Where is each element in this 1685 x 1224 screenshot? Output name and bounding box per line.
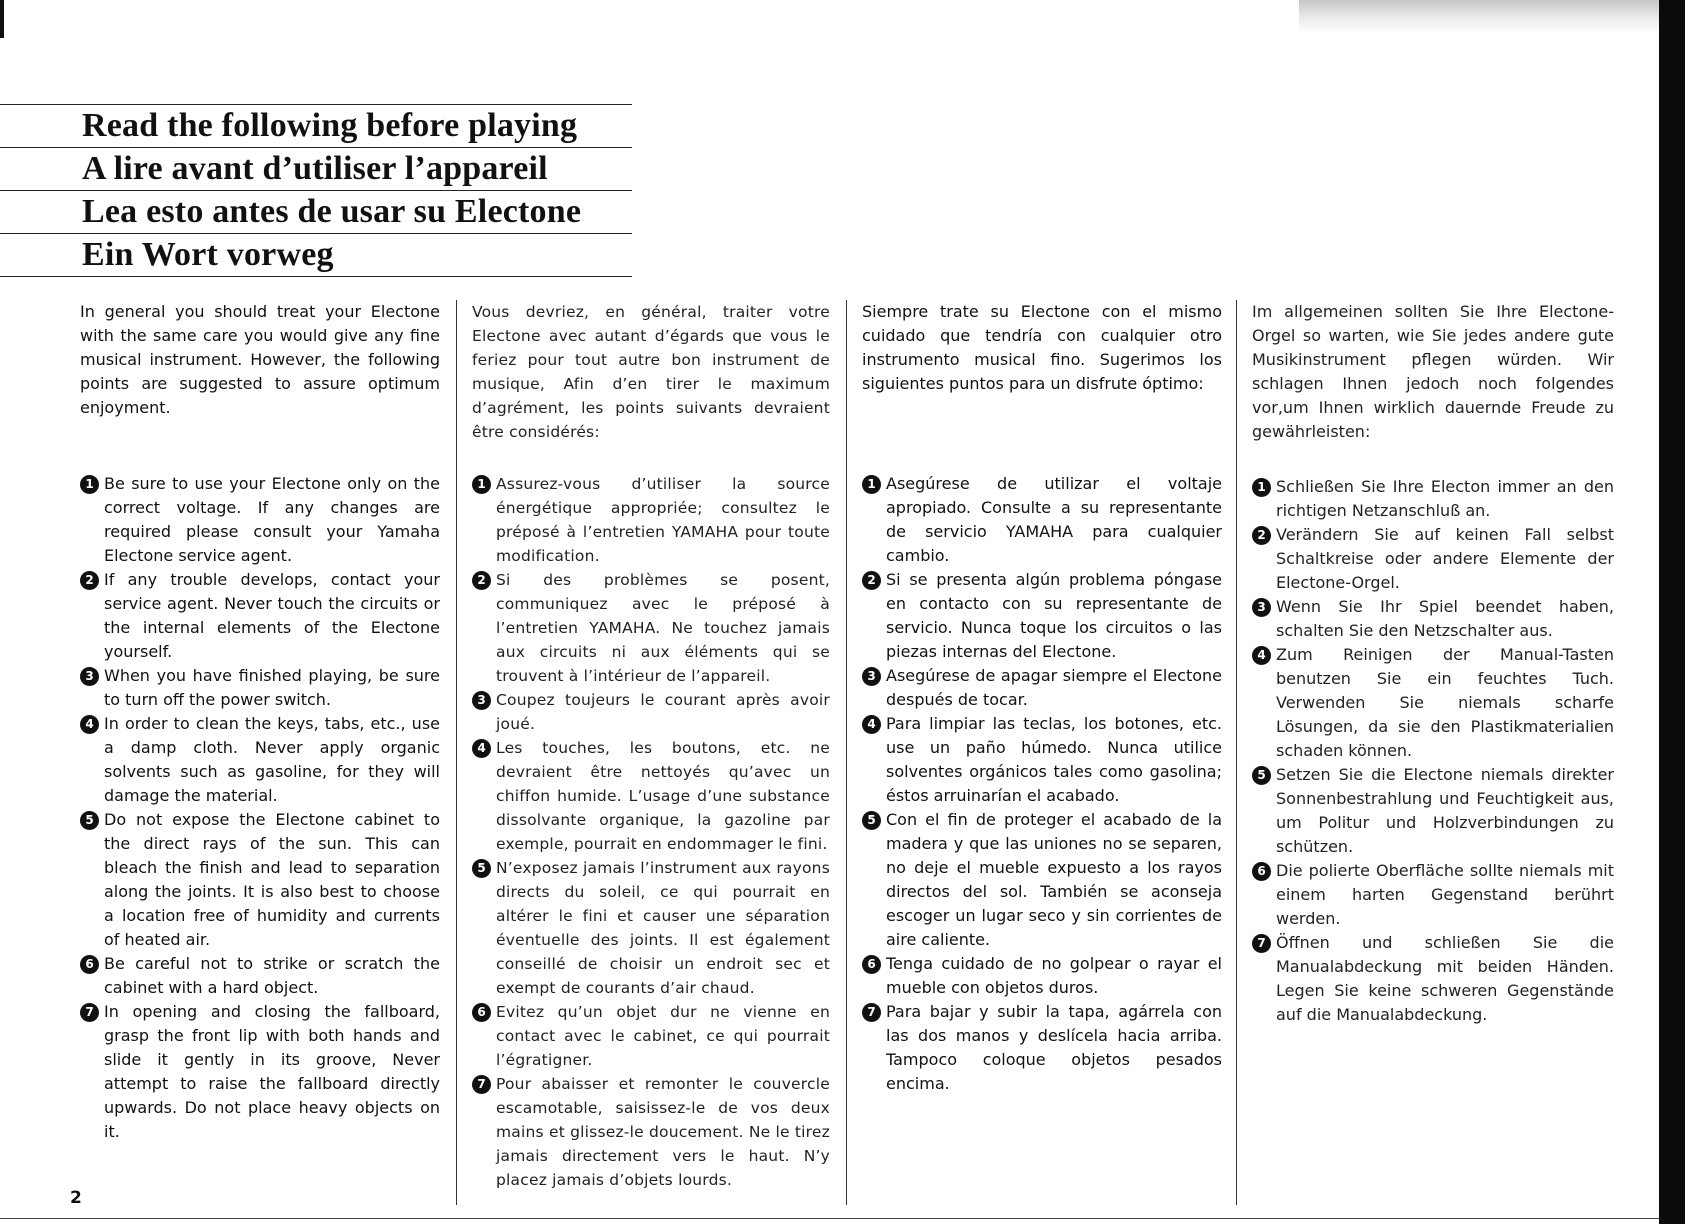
list-item bbox=[80, 472, 440, 568]
item-list-french bbox=[472, 472, 830, 1192]
item-list-german bbox=[1252, 475, 1614, 1027]
number-4-icon: 4 bbox=[472, 739, 491, 758]
item-text: Schließen Sie Ihre Electon immer an den richtigen Netzanschluß an. bbox=[1276, 477, 1614, 520]
list-item bbox=[472, 568, 830, 688]
number-7-icon: 7 bbox=[472, 1075, 491, 1094]
item-text: When you have finished playing, be sure to turn off the power switch. bbox=[104, 666, 440, 709]
item-text: Die polierte Oberfläche sollte niemals mit einem harten Gegenstand berührt werden. bbox=[1276, 861, 1614, 928]
number-5-icon: 5 bbox=[862, 811, 881, 830]
number-6-icon: 6 bbox=[472, 1003, 491, 1022]
list-item bbox=[1252, 859, 1614, 931]
column-french bbox=[472, 300, 830, 1205]
list-item bbox=[80, 568, 440, 664]
number-6-icon: 6 bbox=[862, 955, 881, 974]
binder-mark bbox=[0, 0, 4, 38]
list-item bbox=[472, 856, 830, 1000]
number-4-icon: 4 bbox=[1252, 646, 1271, 665]
number-3-icon: 3 bbox=[472, 691, 491, 710]
item-text: Wenn Sie Ihr Spiel beendet haben, schalten Sie den Netzschalter aus. bbox=[1276, 597, 1614, 640]
item-text: In opening and closing the fallboard, grasp the front lip with both hands and slide it gently in its groove, Never attempt to raise the fallboard directly upwards. Do not place heavy objects on it. bbox=[104, 1002, 440, 1141]
item-text: Tenga cuidado de no golpear o rayar el mueble con objetos duros. bbox=[886, 954, 1222, 997]
number-1-icon: 1 bbox=[862, 475, 881, 494]
list-item bbox=[862, 568, 1222, 664]
item-text: Les touches, les boutons, etc. ne devraient être nettoyés qu’avec un chiffon humide. L’usage d’une substance dissolvante organique, la gazoline par exemple, pourrait en endommager le fini. bbox=[496, 739, 830, 853]
list-item bbox=[472, 1072, 830, 1192]
item-text: In order to clean the keys, tabs, etc., use a damp cloth. Never apply organic solvents such as gasoline, for they will damage the material. bbox=[104, 714, 440, 805]
column-divider bbox=[846, 300, 847, 1205]
number-2-icon: 2 bbox=[80, 571, 99, 590]
list-item bbox=[1252, 931, 1614, 1027]
list-item bbox=[862, 1000, 1222, 1096]
list-item bbox=[862, 808, 1222, 952]
title-block bbox=[0, 104, 632, 277]
number-5-icon: 5 bbox=[472, 859, 491, 878]
title-english: Read the following before playing bbox=[82, 107, 578, 144]
number-6-icon: 6 bbox=[80, 955, 99, 974]
bottom-rule bbox=[0, 1218, 1659, 1219]
number-7-icon: 7 bbox=[862, 1003, 881, 1022]
item-text: Be sure to use your Electone only on the correct voltage. If any changes are required please consult your Yamaha Electone service agent. bbox=[104, 474, 440, 565]
number-6-icon: 6 bbox=[1252, 862, 1271, 881]
list-item bbox=[1252, 475, 1614, 523]
number-7-icon: 7 bbox=[80, 1003, 99, 1022]
column-german bbox=[1252, 300, 1614, 1205]
title-row-spanish bbox=[0, 190, 632, 233]
list-item bbox=[862, 712, 1222, 808]
item-text: If any trouble develops, contact your service agent. Never touch the circuits or the internal elements of the Electone yourself. bbox=[104, 570, 440, 661]
intro-english: In general you should treat your Electone with the same care you would give any fine musical instrument. However, the following points are suggested to assure optimum enjoyment. bbox=[80, 302, 440, 417]
number-3-icon: 3 bbox=[1252, 598, 1271, 617]
number-1-icon: 1 bbox=[472, 475, 491, 494]
item-text: Be careful not to strike or scratch the cabinet with a hard object. bbox=[104, 954, 440, 997]
title-row-french bbox=[0, 147, 632, 190]
number-3-icon: 3 bbox=[80, 667, 99, 686]
list-item bbox=[862, 664, 1222, 712]
list-item bbox=[472, 472, 830, 568]
list-item bbox=[472, 1000, 830, 1072]
item-text: Evitez qu’un objet dur ne vienne en contact avec le cabinet, ce qui pourrait l’égratigner. bbox=[496, 1003, 830, 1069]
number-2-icon: 2 bbox=[862, 571, 881, 590]
column-english bbox=[80, 300, 440, 1205]
item-text: Para limpiar las teclas, los botones, etc. use un paño húmedo. Nunca utilice solventes orgánicos tales como gasolina; éstos arruinarían el acabado. bbox=[886, 714, 1222, 805]
item-text: Do not expose the Electone cabinet to the direct rays of the sun. This can bleach the finish and lead to separation along the joints. It is also best to choose a location free of humidity and currents of heated air. bbox=[104, 810, 440, 949]
item-text: Setzen Sie die Electone niemals direkter Sonnenbestrahlung und Feuchtigkeit aus, um Politur und Holzverbindungen zu schützen. bbox=[1276, 765, 1614, 856]
intro-spanish: Siempre trate su Electone con el mismo cuidado que tendría con cualquier otro instrumento musical fino. Sugerimos los siguientes puntos para un disfrute óptimo: bbox=[862, 302, 1222, 393]
number-1-icon: 1 bbox=[80, 475, 99, 494]
number-2-icon: 2 bbox=[472, 571, 491, 590]
item-text: Para bajar y subir la tapa, agárrela con las dos manos y deslícela hacia arriba. Tampoco coloque objetos pesados encima. bbox=[886, 1002, 1222, 1093]
title-french: A lire avant d’utiliser l’appareil bbox=[82, 150, 548, 187]
list-item bbox=[1252, 523, 1614, 595]
item-text: Con el fin de proteger el acabado de la madera y que las uniones no se separen, no deje el mueble expuesto a los rayos directos del sol. También se aconseja escoger un lugar seco y sin corrientes de aire caliente. bbox=[886, 810, 1222, 949]
item-text: Öffnen und schließen Sie die Manualabdeckung mit beiden Händen. Legen Sie keine schweren Gegenstände auf die Manualabdeckung. bbox=[1276, 933, 1614, 1024]
title-row-german bbox=[0, 233, 632, 277]
page-edge bbox=[1659, 0, 1685, 1224]
page-top-shadow bbox=[1299, 0, 1659, 34]
list-item bbox=[1252, 595, 1614, 643]
item-text: Assurez-vous d’utiliser la source énergétique appropriée; consultez le préposé à l’entretien YAMAHA pour toute modification. bbox=[496, 475, 830, 565]
item-text: Zum Reinigen der Manual-Tasten benutzen Sie ein feuchtes Tuch. Verwenden Sie niemals scharfe Lösungen, da sie den Plastikmaterialien schaden können. bbox=[1276, 645, 1614, 760]
number-2-icon: 2 bbox=[1252, 526, 1271, 545]
list-item bbox=[80, 664, 440, 712]
intro-french: Vous devriez, en général, traiter votre Electone avec autant d’égards que vous le feriez pour tout autre bon instrument de musique, Afin d’en tirer le maximum d’agrément, les points suivants devraient être considérés: bbox=[472, 303, 830, 441]
number-5-icon: 5 bbox=[80, 811, 99, 830]
list-item bbox=[80, 712, 440, 808]
title-row-english bbox=[0, 104, 632, 147]
item-text: Asegúrese de apagar siempre el Electone después de tocar. bbox=[886, 666, 1222, 709]
number-3-icon: 3 bbox=[862, 667, 881, 686]
list-item bbox=[1252, 643, 1614, 763]
intro-german: Im allgemeinen sollten Sie Ihre Electone-Orgel so warten, wie Sie jedes andere gute Musikinstrument pflegen würden. Wir schlagen Ihnen jedoch noch folgendes vor,um Ihnen wirklich dauernde Freude zu gewährleisten: bbox=[1252, 302, 1614, 441]
item-text: N’exposez jamais l’instrument aux rayons directs du soleil, ce qui pourrait en altérer le fini et causer une séparation éventuelle des joints. Il est également conseillé de choisir un endroit sec et exempt de courants d’air chaud. bbox=[496, 859, 830, 997]
number-4-icon: 4 bbox=[80, 715, 99, 734]
item-text: Pour abaisser et remonter le couvercle escamotable, saisissez-le de vos deux mains et glissez-le doucement. Ne le tirez jamais directement vers le haut. N’y placez jamais d’objets lourds. bbox=[496, 1075, 830, 1189]
item-text: Verändern Sie auf keinen Fall selbst Schaltkreise oder andere Elemente der Electone-Orgel. bbox=[1276, 525, 1614, 592]
item-text: Coupez toujeurs le courant après avoir joué. bbox=[496, 691, 830, 733]
list-item bbox=[1252, 763, 1614, 859]
list-item bbox=[862, 952, 1222, 1000]
list-item bbox=[80, 952, 440, 1000]
item-text: Si se presenta algún problema póngase en contacto con su representante de servicio. Nunca toque los circuitos o las piezas internas del Electone. bbox=[886, 570, 1222, 661]
list-item bbox=[80, 1000, 440, 1144]
column-divider bbox=[1236, 300, 1237, 1205]
number-7-icon: 7 bbox=[1252, 934, 1271, 953]
list-item bbox=[862, 472, 1222, 568]
item-list-spanish bbox=[862, 472, 1222, 1096]
title-spanish: Lea esto antes de usar su Electone bbox=[82, 193, 582, 230]
list-item bbox=[472, 688, 830, 736]
item-list-english bbox=[80, 472, 440, 1144]
item-text: Si des problèmes se posent, communiquez avec le préposé à l’entretien YAMAHA. Ne touchez jamais aux circuits ni aux éléments qui se trouvent à l’intérieur de l’appareil. bbox=[496, 571, 830, 685]
number-1-icon: 1 bbox=[1252, 478, 1271, 497]
number-4-icon: 4 bbox=[862, 715, 881, 734]
list-item bbox=[472, 736, 830, 856]
list-item bbox=[80, 808, 440, 952]
number-5-icon: 5 bbox=[1252, 766, 1271, 785]
page-number: 2 bbox=[70, 1188, 82, 1208]
item-text: Asegúrese de utilizar el voltaje apropiado. Consulte a su representante de servicio YAMAHA para cualquier cambio. bbox=[886, 474, 1222, 565]
title-german: Ein Wort vorweg bbox=[82, 236, 334, 273]
column-divider bbox=[456, 300, 457, 1205]
column-spanish bbox=[862, 300, 1222, 1205]
